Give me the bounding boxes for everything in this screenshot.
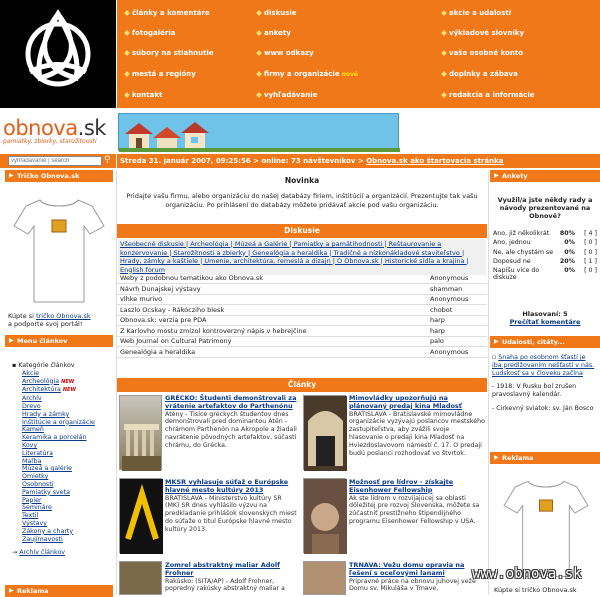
poll-percent: 80% [559, 230, 575, 237]
article-title[interactable]: GRÉCKO: Študenti demonštrovali za vrátenie artefaktov do Parthenónu [165, 394, 297, 410]
category-link[interactable]: Semináre [22, 504, 52, 512]
topic-cell[interactable]: Návrh Dunajskej výstavy [117, 284, 427, 295]
category-item[interactable] [12, 386, 114, 395]
banner-houses[interactable] [118, 113, 399, 151]
udalost-text: - 1918: V Rusku bol zrušen pravoslavný kalendár. [492, 383, 577, 399]
poll-percent: 0% [564, 248, 575, 256]
category-link[interactable]: Textil [22, 512, 39, 520]
poll-row [493, 257, 597, 266]
category-link[interactable]: Archeológia [22, 377, 60, 385]
menu-header [5, 335, 113, 347]
author-cell: chobot [427, 305, 487, 316]
article-body: BRATISLAVA - Bratislavské mimovládne organizácie vyzývajú poslancov mestského zastupiteľstva, aby zvážili svoje hlasovanie o predaji kina Mladosť na Hviezdoslavovom námestí č. 17. O predaji budú poslanci rozhodovať vo štvrtok. [349, 410, 485, 457]
poll-comments-link[interactable]: Prečítať komentáre [509, 318, 581, 326]
category-link[interactable]: Inštitúcie a organizácie [22, 418, 95, 426]
bullet-icon [124, 30, 130, 36]
category-link[interactable]: Akcie [22, 369, 40, 377]
top-menu-label: články a komentáre [132, 9, 210, 17]
table-row[interactable] [117, 336, 487, 347]
article-title[interactable]: Možnosť pre lídrov - získajte Eisenhower Fellowship [349, 478, 454, 494]
poll-row [493, 238, 597, 247]
top-menu-label: fotogaléria [132, 29, 176, 37]
top-menu-label: vyhľadávanie [264, 91, 318, 99]
topic-cell[interactable]: Obnova.sk: verzia pre PDA [117, 315, 427, 326]
poll-option: Doposud ne [493, 257, 531, 265]
arrow-icon: ▶ [494, 454, 499, 461]
category-item[interactable] [12, 395, 114, 403]
category-item[interactable] [12, 489, 114, 497]
status-bar [117, 154, 600, 168]
bullet-icon [441, 30, 447, 36]
new-badge: nové [341, 71, 358, 78]
bullet-icon [256, 50, 262, 56]
category-link[interactable]: Maľba [22, 457, 42, 465]
tshirt-image[interactable] [12, 190, 106, 308]
poll-count: [ 0 ] [584, 248, 597, 256]
article-1 [165, 395, 298, 450]
archive-item[interactable]: → Archív článkov [12, 549, 66, 557]
article-body: BRATISLAVA - Ministerstvo kultúry SR (MK) SR dnes vyhlásilo výzvu na predkladanie prihlášok slovenských miest do súťaže o titul Európske hlavné mesto kultúry 2013. [165, 494, 297, 533]
bullet-icon [256, 92, 262, 98]
top-menu-item[interactable] [125, 29, 175, 37]
category-link[interactable]: Archív [22, 395, 42, 403]
article-title[interactable]: Zomrel abstraktný maliar Adolf Frohner [165, 561, 280, 577]
author-cell: Anonymous [427, 347, 487, 358]
right-reklama-header [490, 452, 600, 464]
top-menu-item[interactable] [125, 70, 196, 78]
top-menu-label: akcie a udalosti [449, 9, 512, 17]
top-menu-item[interactable] [257, 49, 314, 57]
category-link[interactable]: Zákony a charty [22, 527, 74, 535]
status-text: Streda 31. január 2007, 09:25:56 > online: 73 návštevníkov > [120, 157, 367, 165]
divider [488, 170, 489, 595]
table-row[interactable] [117, 326, 487, 337]
topic-cell[interactable]: Genealógia a heraldika [117, 347, 427, 358]
poll-option: Ne, ale chystám se [493, 248, 554, 256]
poll-percent: 0% [564, 239, 575, 247]
topic-cell[interactable]: Z Karlovho mostu zmizol kontroverzný nápis v hebrejčine [117, 326, 427, 337]
poll-row [493, 229, 597, 238]
site-logo[interactable] [0, 0, 116, 108]
poll-percent: 20% [559, 257, 575, 265]
category-root [12, 362, 114, 370]
article-5 [165, 562, 298, 593]
category-link[interactable]: Osobnosti [22, 480, 54, 488]
poll-row [493, 248, 597, 257]
category-link[interactable]: Zaujímavosti [22, 535, 63, 543]
bullet-icon [124, 50, 130, 56]
top-menu-item[interactable] [442, 29, 524, 37]
poll-option: Napíšu více do diskuze [493, 267, 540, 282]
category-item[interactable] [12, 450, 114, 458]
category-item[interactable] [12, 403, 114, 411]
top-menu-item[interactable] [442, 49, 523, 57]
top-menu-item[interactable] [257, 91, 317, 99]
novinka-title: Novinka [284, 176, 320, 185]
category-link[interactable]: Keramika a porcelán [22, 434, 87, 442]
article-title[interactable]: MKSR vyhlasuje súťaž o Európske hlavné mesto kultúry 2013 [165, 478, 289, 494]
table-row[interactable] [117, 284, 487, 295]
article-image-frohner[interactable] [119, 561, 162, 595]
topic-cell[interactable]: Web Journal on Cultural Patrimony [117, 336, 427, 347]
diskusie-header: Diskusie [117, 224, 487, 238]
article-image-trnava[interactable] [303, 561, 346, 595]
article-title[interactable]: Mimovládky upozorňujú na plánovaný predaj kina Mladosť [349, 394, 462, 410]
arrow-icon: ▶ [9, 337, 14, 344]
top-menu-label: redakcia a informácie [449, 91, 535, 99]
category-item[interactable] [12, 473, 114, 481]
new-badge: NEW [62, 387, 76, 394]
article-image-mksr[interactable] [119, 478, 162, 553]
author-cell: Anonymous [427, 294, 487, 305]
folder-icon: ▪ [12, 362, 19, 369]
poll-count: [ 0 ] [584, 239, 597, 247]
table-row[interactable] [117, 294, 487, 305]
author-cell: palo [427, 336, 487, 347]
table-row[interactable] [117, 305, 487, 316]
author-cell: shamman [427, 284, 487, 295]
bullet-icon [441, 92, 447, 98]
top-menu-label: výkladové slovníky [449, 29, 525, 37]
arrow-icon: ▶ [9, 587, 14, 594]
category-item[interactable] [12, 512, 114, 520]
start-page-link[interactable]: Obnova.sk ako štartovacia stránka [366, 157, 504, 165]
arrow-icon: ▶ [9, 172, 14, 179]
table-row[interactable] [117, 315, 487, 326]
udalosti-label: Udalosti, citáty... [502, 338, 565, 346]
bullet-icon [124, 92, 130, 98]
udalost-item [492, 405, 596, 413]
top-menu-item[interactable] [257, 29, 291, 37]
category-link[interactable]: Pamiatky sveta [22, 488, 70, 496]
poll-percent: 0% [564, 267, 575, 275]
category-link[interactable]: Hrady a zámky [22, 410, 70, 418]
category-item[interactable] [12, 504, 114, 512]
article-4 [349, 479, 485, 526]
top-menu-item[interactable] [442, 70, 518, 78]
bullet-icon [124, 10, 130, 16]
category-link[interactable]: Drevo [22, 402, 41, 410]
top-menu-item[interactable] [125, 91, 162, 99]
left-reklama-header [5, 585, 113, 597]
category-link[interactable]: Kameň [22, 426, 44, 434]
author-cell: harp [427, 315, 487, 326]
bullet-icon [256, 10, 262, 16]
arrow-icon: ▶ [494, 172, 499, 179]
udalosti-list [492, 354, 596, 419]
category-item[interactable] [12, 536, 114, 544]
udalosti-header [490, 336, 600, 348]
article-image-kino[interactable] [303, 395, 346, 470]
bullet-icon: ▫ [492, 354, 499, 361]
top-menu-item[interactable] [257, 70, 358, 78]
arrow-icon: ▶ [494, 338, 499, 345]
article-image-eisenhower[interactable] [303, 478, 346, 553]
category-item[interactable] [12, 528, 114, 536]
bullet-icon [441, 50, 447, 56]
category-link[interactable]: Výstavy [22, 519, 47, 527]
category-item[interactable] [12, 481, 114, 489]
category-link[interactable]: Omietky [22, 473, 49, 481]
ankety-label: Ankety [502, 172, 528, 180]
shirt-post: a podporte svoj portál! [8, 320, 83, 328]
shirt-header-label: Tričko Obnova.sk [17, 172, 80, 180]
right-reklama-label: Reklama [502, 454, 534, 462]
top-menu-item[interactable] [125, 49, 214, 57]
shirt-header [5, 170, 113, 182]
category-item[interactable] [12, 520, 114, 528]
topic-cell[interactable]: Laszlo Ocskay - Rákócziho blesk [117, 305, 427, 316]
archive-link[interactable]: Archív článkov [19, 549, 66, 557]
top-menu-label: kontakt [132, 91, 163, 99]
article-body: Atény - Tisíce gréckych študentov dnes demonštrovali pred dominantou Atén - chrámom Parthenón na Akropole a žiadali navrátenie pôvodných artefaktov, súčastí chrámu, do Grécka. [165, 410, 297, 449]
ankety-header [490, 170, 600, 182]
top-menu-label: doplnky a zábava [449, 70, 518, 78]
shirt-promo [8, 312, 114, 328]
search-input[interactable] [8, 156, 102, 166]
category-item[interactable] [12, 442, 114, 450]
article-title[interactable]: TRNAVA: Vežu domu opravia na ľešení s oceľovými lanami [349, 561, 465, 577]
top-menu-item[interactable] [125, 9, 210, 17]
article-2 [349, 395, 485, 457]
category-link[interactable]: Architektúra [22, 386, 61, 394]
clanky-header: Články [117, 378, 487, 392]
category-link[interactable]: Literatúra [22, 449, 53, 457]
category-link[interactable]: Kovy [22, 441, 38, 449]
new-badge: NEW [61, 378, 75, 385]
diskusie-table [117, 273, 487, 358]
category-list [12, 362, 114, 557]
poll-row [493, 266, 597, 283]
watermark: www.obnova.sk [472, 566, 582, 582]
table-row[interactable] [117, 273, 487, 284]
author-cell: harp [427, 326, 487, 337]
right-shirt-promo[interactable]: Kúpte si tričko Obnova.sk [494, 586, 577, 594]
article-body: Rakúsko: (SITA/AP) - Adolf Frohner, popredný rakúsky abstraktný maliar a [165, 577, 285, 593]
bullet-icon [124, 71, 130, 77]
author-cell: Anonymous [427, 273, 487, 284]
category-item[interactable] [12, 426, 114, 434]
poll-option: Ano, již několikrát [493, 230, 550, 237]
poll-results [493, 229, 597, 283]
top-menu [117, 0, 600, 108]
brand-domain: .sk [77, 116, 106, 140]
bullet-icon [256, 71, 262, 77]
top-menu-item[interactable] [442, 9, 511, 17]
top-menu-label: vaše osobné konto [449, 49, 524, 57]
topic-cell[interactable]: vlhke murivo [117, 294, 427, 305]
diskusie-categories[interactable] [118, 239, 486, 275]
shirt-link[interactable]: tričko Obnova.sk [36, 312, 91, 320]
diskusie-category-links[interactable]: Všeobecné diskusie | Archeológia | Múzeá a Galérie | Pamiatky a pamätihodnosti | Reštaurovanie a konzervovanie | Starožitnosti a zbierky | Genealógia a heraldika | Tradičné a nízkonákladové staviteľstvo | Hrady, zámky a kaštiele | Umenie, architektúra, remeslá a dizajn | O Obnova.sk | Historické sídla a krajina | English forum [120, 240, 469, 274]
category-item[interactable] [12, 370, 114, 378]
bullet-icon [441, 10, 447, 16]
top-menu-label: www odkazy [264, 49, 314, 57]
category-link[interactable]: Papier [22, 496, 42, 504]
menu-header-label: Menu článkov [17, 337, 68, 345]
top-menu-label: súbory na stiahnutie [132, 49, 214, 57]
category-item[interactable] [12, 411, 114, 419]
poll-count: [ 0 ] [584, 267, 597, 275]
article-image-parthenon[interactable] [119, 395, 162, 470]
top-menu-label: ankety [264, 29, 291, 37]
bullet-icon [441, 71, 447, 77]
top-menu-item[interactable] [257, 9, 297, 17]
article-6 [349, 562, 485, 593]
novinka-text: Pridajte vašu firmu, alebo organizáciu do našej databázy firiem, inštitúcií a organizácií. Prezentujte tak vašu organizáciu. Po prihlásení do databázy môžete pridávať akcie pod vašu organizáciu. [126, 192, 478, 209]
poll-question: Využil/a jste někdy rady a návody prezentované na Obnově? [497, 196, 593, 220]
top-menu-item[interactable] [442, 91, 534, 99]
article-body: Pripravné práce na obnovu juhovej veže Domu sv. Mikuláša v Trnave, [349, 577, 476, 593]
udalost-link[interactable]: Snaha po osobnom šťastí je iba predlžovaním nešťastí v nás. Ludskosť sa v človeku začína [492, 354, 595, 377]
category-link[interactable]: Múzeá a galérie [22, 465, 73, 473]
category-item[interactable] [12, 465, 114, 473]
top-menu-label: firmy a organizácie [264, 70, 340, 78]
poll-footer [494, 310, 596, 326]
brand-name: obnova [3, 116, 78, 140]
top-menu-label: diskusie [264, 9, 297, 17]
poll-count: [ 4 ] [584, 230, 597, 237]
udalost-text: - Cirkevný sviatok: sv. Ján Bosco [492, 404, 594, 412]
article-3 [165, 479, 298, 534]
poll-count: [ 1 ] [584, 257, 597, 265]
category-root-label: Kategórie článkov [18, 362, 75, 369]
brand-logo[interactable] [3, 116, 116, 152]
brand-tagline: pamiatky, zbierky, starožitnosti [3, 138, 97, 145]
shirt-pre: Kúpte si [8, 312, 37, 320]
topic-cell[interactable]: Weby z podobnou tematikou ako Obnova.sk [117, 273, 427, 284]
udalost-item [492, 383, 596, 399]
category-item[interactable] [12, 434, 114, 442]
poll-votes: Hlasovaní: 5 [522, 310, 568, 318]
bullet-icon [256, 30, 262, 36]
udalost-item[interactable] [492, 354, 596, 377]
search-icon[interactable]: ⚲ [104, 155, 111, 165]
table-row[interactable] [117, 347, 487, 358]
left-reklama-label: Reklama [17, 587, 49, 595]
article-body: Ak ste lídrom v rozvíjajúcej sa oblasti dôležitej pre rozvoj Slovenska, môžete sa zúčastniť prestížneho štipendijného programu Eisenhower Fellowship v USA. [349, 494, 480, 525]
top-menu-label: mestá a regióny [132, 70, 196, 78]
poll-option: Ano, jednou [493, 239, 531, 247]
